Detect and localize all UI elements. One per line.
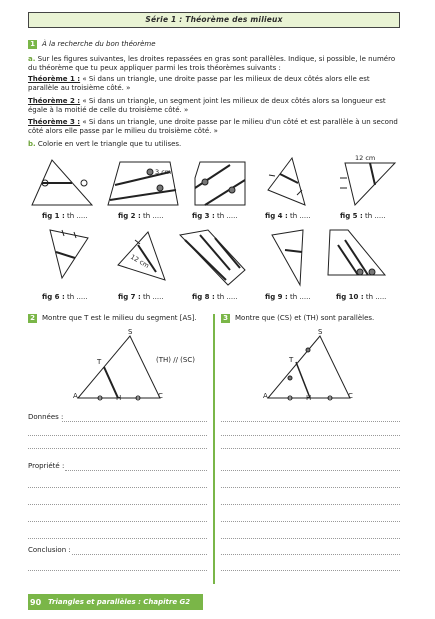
fig-4-triangle (268, 158, 305, 205)
fig-4-label: fig 4 : (265, 212, 288, 220)
fig-2-caption (118, 212, 164, 220)
ex3-triangle (268, 336, 350, 400)
fig-2-answer[interactable]: th ..... (142, 212, 164, 220)
ex3-text: Montre que (CS) et (TH) sont parallèles. (235, 314, 375, 322)
series-header: Série 1 : Théorème des milieux (28, 12, 400, 28)
ex3-label-h: H (306, 394, 312, 402)
answer-line[interactable] (221, 470, 400, 471)
ex3-label-c: C (348, 392, 353, 400)
ex2-number: 2 (28, 314, 37, 323)
ex2-label-s: S (128, 328, 133, 336)
fig-6-caption (42, 293, 88, 301)
fig-6-triangle (50, 230, 88, 278)
ex3-label-t: T (289, 356, 294, 364)
a-text: Sur les figures suivantes, les droites repassées en gras sont parallèles. Indique, si possible, le numéro du théorème que tu peux appliquer parmi les trois théorèmes suivants : (28, 55, 396, 73)
fig-10-shape (328, 230, 385, 275)
answer-line[interactable] (221, 570, 400, 571)
answer-line[interactable] (62, 421, 207, 422)
fig-7-caption (118, 293, 164, 301)
answer-line[interactable] (221, 421, 400, 422)
fig-1-triangle (32, 160, 92, 205)
fig-3-caption (192, 212, 238, 220)
ex3-number: 3 (221, 314, 230, 323)
ex2-donnees-label: Données : (28, 413, 64, 421)
fig-9-caption (265, 293, 311, 301)
answer-line[interactable] (28, 448, 207, 449)
ex2-label-h: H (116, 394, 122, 402)
fig-2-label: fig 2 : (118, 212, 141, 220)
fig-7-triangle (118, 232, 165, 280)
theorem-1-text: « Si dans un triangle, une droite passe par les milieux de deux côtés alors elle est parallèle au troisième côté. » (28, 75, 370, 93)
theorem-1-label: Théorème 1 : (28, 75, 81, 83)
ex2-propriete-label: Propriété : (28, 462, 65, 470)
fig-4-caption (265, 212, 311, 220)
ex3-label-s: S (318, 328, 323, 336)
answer-line[interactable] (221, 487, 400, 488)
column-divider (213, 314, 215, 584)
fig-10-answer[interactable]: th ..... (365, 293, 387, 301)
fig-8-label: fig 8 : (192, 293, 215, 301)
fig-5-label: fig 5 : (340, 212, 363, 220)
answer-line[interactable] (28, 487, 207, 488)
fig-3-label: fig 3 : (192, 212, 215, 220)
a-label: a. (28, 55, 36, 63)
fig-1-label: fig 1 : (42, 212, 65, 220)
answer-line[interactable] (221, 554, 400, 555)
fig-6-answer[interactable]: th ..... (66, 293, 88, 301)
fig-7-label: fig 7 : (118, 293, 141, 301)
page-number: 90 (30, 598, 42, 607)
ex2-label-t: T (97, 358, 102, 366)
answer-line[interactable] (28, 521, 207, 522)
fig-7-length-label: 12 cm (129, 252, 151, 270)
ex2-given: (TH) // (SC) (156, 356, 195, 364)
fig-5-caption (340, 212, 386, 220)
fig-8-answer[interactable]: th ..... (216, 293, 238, 301)
chapter-title: Triangles et parallèles : Chapitre G2 (48, 598, 191, 606)
b-label: b. (28, 140, 36, 148)
fig-5-triangle (340, 163, 395, 205)
fig-10-label: fig 10 : (336, 293, 364, 301)
theorem-2-text: « Si dans un triangle, un segment joint les milieux de deux côtés alors sa longueur est égale à la moitié de celle du troisième côté. » (28, 97, 386, 115)
fig-1-caption (42, 212, 88, 220)
fig-1-answer[interactable]: th ..... (66, 212, 88, 220)
answer-line[interactable] (28, 570, 207, 571)
fig-9-triangle (272, 230, 303, 285)
fig-8-shape (180, 230, 245, 285)
fig-5-answer[interactable]: th ..... (364, 212, 386, 220)
answer-line[interactable] (28, 435, 207, 436)
theorem-2-label: Théorème 2 : (28, 97, 81, 105)
answer-line[interactable] (221, 538, 400, 539)
fig-9-label: fig 9 : (265, 293, 288, 301)
ex1-number: 1 (28, 40, 37, 49)
answer-line[interactable] (28, 538, 207, 539)
answer-line[interactable] (28, 504, 207, 505)
fig-4-answer[interactable]: th ..... (289, 212, 311, 220)
ex1-title: À la recherche du bon théorème (42, 40, 156, 48)
answer-line[interactable] (221, 448, 400, 449)
answer-line[interactable] (72, 554, 207, 555)
theorem-3-text: « Si dans un triangle, une droite passe par le milieu d'un côté et est parallèle à un second côté alors elle passe par le milieu du troisième côté. » (28, 118, 398, 136)
answer-line[interactable] (221, 521, 400, 522)
ex3-statement (221, 314, 406, 323)
fig-5-length-label: 12 cm (355, 154, 376, 162)
ex2-triangle (78, 336, 160, 400)
fig-3-answer[interactable]: th ..... (216, 212, 238, 220)
ex2-conclusion-label: Conclusion : (28, 546, 71, 554)
fig-7-answer[interactable]: th ..... (142, 293, 164, 301)
fig-10-caption (336, 293, 386, 301)
ex2-text: Montre que T est le milieu du segment [AS]. (42, 314, 197, 322)
ex2-statement (28, 314, 208, 323)
answer-line[interactable] (221, 504, 400, 505)
fig-9-answer[interactable]: th ..... (289, 293, 311, 301)
fig-3-shape (195, 162, 245, 205)
fig-6-label: fig 6 : (42, 293, 65, 301)
theorem-3-label: Théorème 3 : (28, 118, 81, 126)
ex2-label-a: A (73, 392, 78, 400)
ex2-label-c: C (158, 392, 163, 400)
fig-2-length-label: 3 cm (155, 168, 172, 176)
b-text: Colorie en vert le triangle que tu utilises. (37, 140, 182, 148)
ex3-label-a: A (263, 392, 268, 400)
answer-line[interactable] (221, 435, 400, 436)
fig-8-caption (192, 293, 238, 301)
answer-line[interactable] (65, 470, 207, 471)
